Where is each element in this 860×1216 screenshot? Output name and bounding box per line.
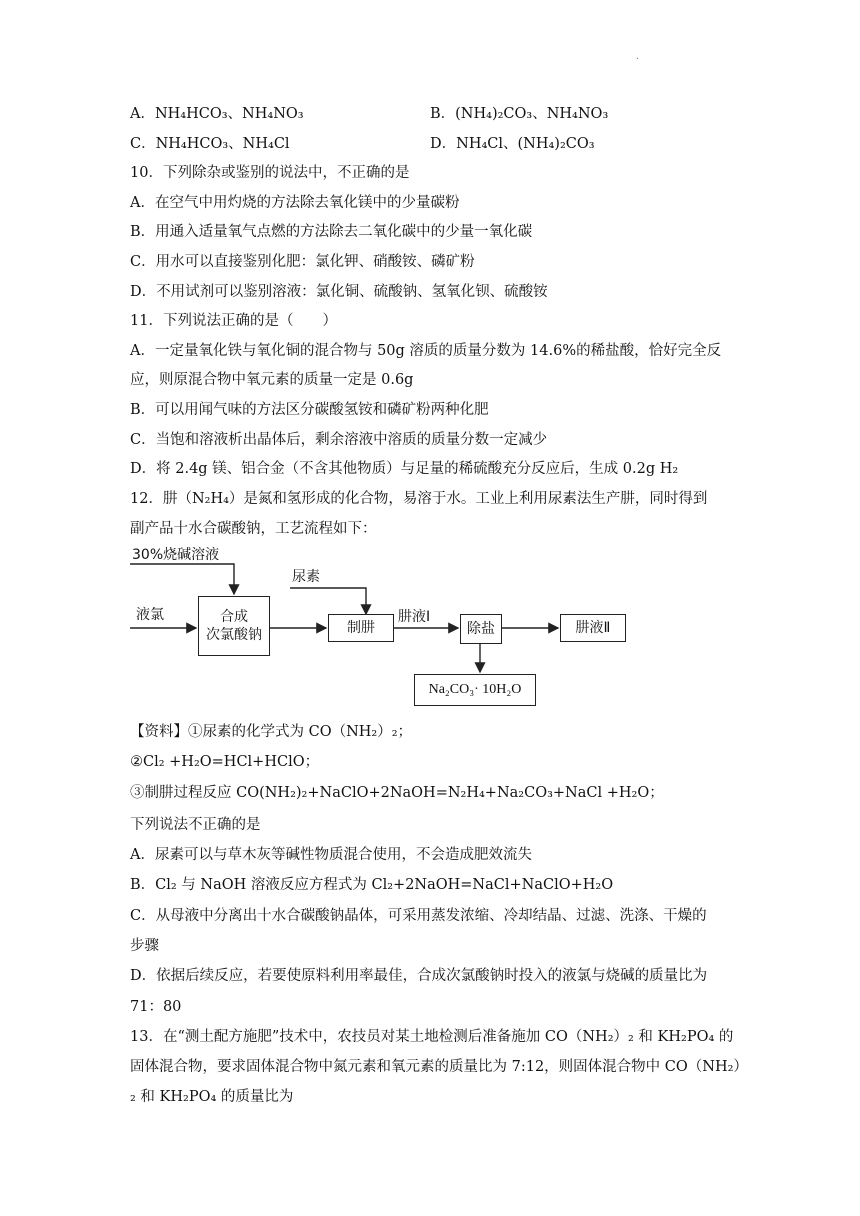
q12-option-d-line1: D．依据后续反应，若要使原料利用率最佳，合成次氯酸钠时投入的液氯与烧碱的质量比为	[130, 968, 708, 984]
box-synthesize-sodium-hypochlorite	[198, 596, 270, 656]
label-urea: 尿素	[292, 569, 320, 585]
q12-option-a: A．尿素可以与草木灰等碱性物质混合使用，不会造成肥效流失	[130, 847, 532, 863]
label-caustic-soda: 30%烧碱溶液	[132, 547, 220, 563]
box-make-label: 制肼	[347, 620, 375, 636]
q11-stem: 11．下列说法正确的是（ ）	[130, 313, 337, 329]
q10-option-d: D．不用试剂可以鉴别溶液：氯化铜、硫酸钠、氢氧化钡、硫酸铵	[130, 284, 548, 300]
q9-option-b: B．(NH₄)₂CO₃、NH₄NO₃	[430, 106, 609, 122]
q12-option-c-line1: C．从母液中分离出十水合碳酸钠晶体，可采用蒸发浓缩、冷却结晶、过滤、洗涤、干燥的	[130, 908, 707, 924]
q12-option-b: B．Cl₂ 与 NaOH 溶液反应方程式为 Cl₂+2NaOH=NaCl+NaClO+H₂O	[130, 877, 614, 893]
box-hydrazine-liquid-2	[560, 614, 626, 642]
q10-option-b: B．用通入适量氧气点燃的方法除去二氧化碳中的少量一氧化碳	[130, 224, 533, 240]
box-desalt-label: 除盐	[467, 621, 495, 637]
box-desalt	[460, 614, 502, 644]
box-synth-line2: 次氯酸钠	[206, 627, 262, 643]
q9-option-a: A．NH₄HCO₃、NH₄NO₃	[130, 106, 304, 122]
q10-option-a: A．在空气中用灼烧的方法除去氧化镁中的少量碳粉	[130, 195, 460, 211]
header-dot: .	[636, 52, 639, 62]
q11-option-d: D．将 2.4g 镁、铝合金（不含其他物质）与足量的稀硫酸充分反应后，生成 0.2g H₂	[130, 461, 679, 477]
q12-ask: 下列说法不正确的是	[130, 817, 261, 833]
q13-line1: 13．在“测土配方施肥”技术中，农技员对某土地检测后准备施加 CO（NH₂）₂ 和 KH₂PO₄ 的	[130, 1029, 734, 1045]
box-make-hydrazine	[328, 614, 394, 642]
box-hydrazine2-label: 肼液Ⅱ	[575, 620, 611, 636]
q12-stem-line1: 12．肼（N₂H₄）是氮和氢形成的化合物，易溶于水。工业上利用尿素法生产肼，同时得到	[130, 491, 708, 507]
label-hydrazine-liquid-1: 肼液Ⅰ	[398, 609, 431, 625]
q11-option-a-line1: A．一定量氧化铁与氧化铜的混合物与 50g 溶质的质量分数为 14.6%的稀盐酸，恰好完全反	[130, 343, 722, 359]
process-flow-diagram	[128, 544, 748, 716]
box-sodium-carbonate-decahydrate	[414, 674, 536, 706]
q13-line2: 固体混合物，要求固体混合物中氮元素和氧元素的质量比为 7:12，则固体混合物中 CO（NH₂）	[130, 1059, 748, 1075]
q13-line3: ₂ 和 KH₂PO₄ 的质量比为	[130, 1089, 294, 1105]
q11-option-c: C．当饱和溶液析出晶体后，剩余溶液中溶质的质量分数一定减少	[130, 432, 548, 448]
q12-option-d-line2: 71：80	[130, 999, 182, 1015]
q11-option-a-line2: 应，则原混合物中氧元素的质量一定是 0.6g	[130, 372, 414, 388]
q12-info-2: ②Cl₂ +H₂O=HCl+HClO；	[130, 754, 320, 770]
box-product-label: Na₂CO₃· 10H₂O	[428, 682, 522, 697]
q12-option-c-line2: 步骤	[130, 938, 159, 954]
q12-info-3: ③制肼过程反应 CO(NH₂)₂+NaClO+2NaOH=N₂H₄+Na₂CO₃+NaCl +H₂O；	[130, 785, 664, 801]
box-synth-line1: 合成	[220, 609, 248, 625]
q12-info-1: 【资料】①尿素的化学式为 CO（NH₂）₂；	[130, 724, 413, 740]
q10-option-c: C．用水可以直接鉴别化肥：氯化钾、硝酸铵、磷矿粉	[130, 254, 475, 270]
arrow-urea	[290, 588, 366, 614]
q11-option-b: B．可以用闻气味的方法区分碳酸氢铵和磷矿粉两种化肥	[130, 402, 489, 418]
q9-option-c: C．NH₄HCO₃、NH₄Cl	[130, 136, 290, 152]
q10-stem: 10．下列除杂或鉴别的说法中，不正确的是	[130, 165, 410, 181]
q12-stem-line2: 副产品十水合碳酸钠，工艺流程如下：	[130, 521, 377, 537]
label-liquid-chlorine: 液氯	[136, 607, 164, 623]
arrow-caustic	[130, 564, 234, 594]
q9-option-d: D．NH₄Cl、(NH₄)₂CO₃	[430, 136, 595, 152]
